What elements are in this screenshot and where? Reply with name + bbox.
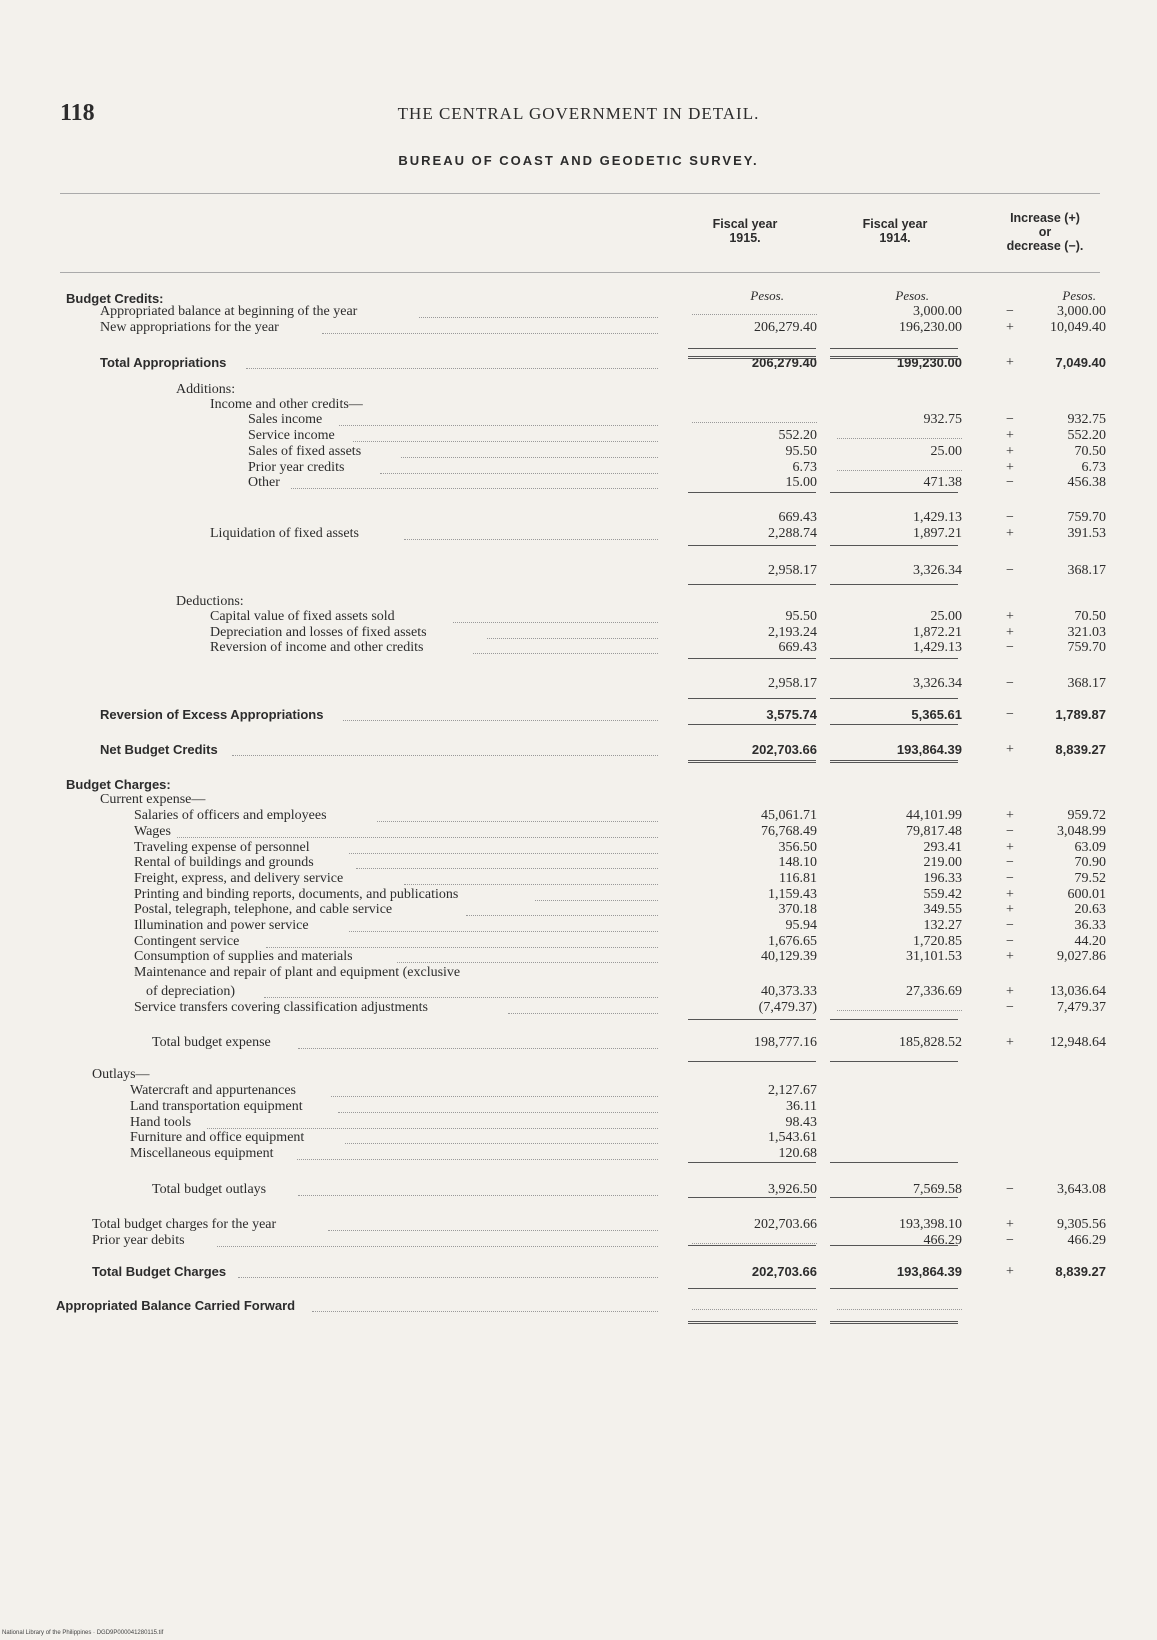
column-header-change-line1: Increase (+): [1010, 211, 1080, 225]
sum-rule: [830, 492, 958, 493]
column-header-1915-line2: 1915.: [729, 231, 761, 245]
change-sign: +: [1006, 984, 1014, 999]
value-1914: 3,326.34: [913, 563, 962, 578]
row-label: Prior year credits: [248, 460, 345, 475]
value-1914: [837, 1298, 962, 1314]
row-label: Budget Credits:: [66, 291, 164, 306]
value-1914: 25.00: [930, 444, 962, 459]
row-label: Wages: [134, 824, 171, 839]
row-label: Liquidation of fixed assets: [210, 526, 359, 541]
column-header-1914-line1: Fiscal year: [862, 217, 928, 231]
change-sign: +: [1006, 460, 1014, 475]
table-row: [0, 640, 1157, 656]
sum-rule: [830, 698, 958, 699]
table-row: [0, 1182, 1157, 1198]
value-change: 6.73: [1081, 460, 1106, 475]
sum-rule: [830, 1245, 958, 1246]
blank-leader: [692, 412, 817, 423]
leader-dots: [331, 1080, 658, 1097]
value-1914: 7,569.58: [913, 1182, 962, 1197]
value-change: 13,036.64: [1050, 984, 1106, 999]
value-1914: [837, 1000, 962, 1016]
value-1914: 199,230.00: [896, 355, 962, 370]
leader-dots: [339, 409, 658, 426]
table-row: [0, 707, 1157, 723]
leader-dots: [377, 805, 658, 822]
leader-dots: [508, 997, 658, 1014]
change-sign: +: [1006, 428, 1014, 443]
change-sign: −: [1006, 412, 1014, 427]
unit-change: Pesos.: [1062, 288, 1096, 303]
value-1914: 196,230.00: [899, 320, 962, 335]
value-change: 9,027.86: [1057, 949, 1106, 964]
sum-rule: [688, 1162, 816, 1163]
sum-rule: [688, 1061, 816, 1062]
leader-dots: [453, 606, 658, 623]
table-row: [0, 965, 1157, 981]
sum-rule: [830, 348, 958, 349]
value-1914: 471.38: [923, 475, 962, 490]
value-change: 70.50: [1074, 609, 1106, 624]
leader-dots: [466, 899, 658, 916]
sum-rule: [688, 1288, 816, 1289]
value-1915: 98.43: [785, 1115, 817, 1130]
change-sign: +: [1006, 1264, 1014, 1279]
value-1914: 932.75: [923, 412, 962, 427]
row-label: New appropriations for the year: [100, 320, 279, 335]
change-sign: +: [1006, 949, 1014, 964]
table-row: [0, 777, 1157, 793]
value-1914: 79,817.48: [906, 824, 962, 839]
sum-rule: [830, 584, 958, 585]
value-1914: 27,336.69: [906, 984, 962, 999]
value-1915: 95.50: [785, 444, 817, 459]
value-change: 932.75: [1067, 412, 1106, 427]
leader-dots: [291, 472, 659, 489]
leader-dots: [217, 1230, 658, 1247]
value-1915: 15.00: [785, 475, 817, 490]
value-1915: 76,768.49: [761, 824, 817, 839]
double-rule: [688, 356, 816, 359]
sum-rule: [688, 492, 816, 493]
value-change: 44.20: [1074, 934, 1106, 949]
value-1915: [692, 1298, 817, 1314]
value-1915: 356.50: [778, 840, 817, 855]
change-sign: +: [1006, 742, 1014, 757]
value-change: 3,643.08: [1057, 1182, 1106, 1197]
leader-dots: [349, 915, 658, 932]
value-change: 600.01: [1067, 887, 1106, 902]
row-label: Total budget expense: [152, 1035, 271, 1050]
value-1914: 3,326.34: [913, 676, 962, 691]
leader-dots: [353, 425, 658, 442]
double-rule: [688, 760, 816, 763]
value-1914: 349.55: [923, 902, 962, 917]
row-label: Traveling expense of personnel: [134, 840, 310, 855]
footer-credit: National Library of the Philippines · DGD9P000041280115.tif: [2, 1630, 164, 1636]
value-change: 552.20: [1067, 428, 1106, 443]
value-1914: [837, 428, 962, 444]
value-1914: 3,000.00: [913, 304, 962, 319]
running-head: THE CENTRAL GOVERNMENT IN DETAIL.: [397, 104, 760, 123]
table-row: [0, 563, 1157, 579]
column-header-1915-line1: Fiscal year: [712, 217, 778, 231]
value-1914: 1,429.13: [913, 510, 962, 525]
value-change: 368.17: [1067, 676, 1106, 691]
value-1915: 370.18: [778, 902, 817, 917]
row-label: Service transfers covering classification adjustments: [134, 1000, 428, 1015]
row-label: Land transportation equipment: [130, 1099, 303, 1114]
leader-dots: [328, 1214, 658, 1231]
value-change: 10,049.40: [1050, 320, 1106, 335]
column-header-change-line2: or: [1038, 225, 1052, 239]
leader-dots: [473, 637, 658, 654]
sum-rule: [688, 348, 816, 349]
table-row: [0, 742, 1157, 758]
sum-rule: [830, 545, 958, 546]
value-change: 70.90: [1074, 855, 1106, 870]
leader-dots: [264, 981, 658, 998]
value-1915: 202,703.66: [754, 1217, 817, 1232]
change-sign: −: [1006, 304, 1014, 319]
value-1914: 1,720.85: [913, 934, 962, 949]
table-row: [0, 1000, 1157, 1016]
leader-dots: [338, 1096, 658, 1113]
value-1915: 1,676.65: [768, 934, 817, 949]
row-label: Other: [248, 475, 280, 490]
leader-dots: [343, 704, 658, 721]
change-sign: +: [1006, 1217, 1014, 1232]
change-sign: −: [1006, 871, 1014, 886]
value-1915: 40,373.33: [761, 984, 817, 999]
change-sign: −: [1006, 855, 1014, 870]
change-sign: −: [1006, 707, 1014, 722]
value-1915: 669.43: [778, 510, 817, 525]
value-1915: 36.11: [786, 1099, 817, 1114]
value-change: 20.63: [1074, 902, 1106, 917]
row-label: Freight, express, and delivery service: [134, 871, 344, 886]
value-1915: 669.43: [778, 640, 817, 655]
sum-rule: [830, 1162, 958, 1163]
row-label: Total budget charges for the year: [92, 1217, 277, 1232]
table-row: [0, 355, 1157, 371]
column-header-1914-line2: 1914.: [879, 231, 911, 245]
value-1915: 206,279.40: [751, 355, 817, 370]
sum-rule: [830, 1197, 958, 1198]
change-sign: −: [1006, 934, 1014, 949]
value-1915: 552.20: [778, 428, 817, 443]
leader-dots: [401, 441, 658, 458]
blank-leader: [692, 1233, 817, 1244]
sum-rule: [688, 698, 816, 699]
double-rule: [830, 1321, 958, 1324]
value-1914: 293.41: [923, 840, 962, 855]
value-1915: [692, 1233, 817, 1249]
row-label: Depreciation and losses of fixed assets: [210, 625, 427, 640]
sum-rule: [830, 724, 958, 725]
sum-rule: [688, 724, 816, 725]
row-label: Watercraft and appurtenances: [130, 1083, 296, 1098]
table-row: [0, 320, 1157, 336]
column-header-1915: [675, 217, 815, 245]
value-1915: 1,543.61: [768, 1130, 817, 1145]
row-label: Printing and binding reports, documents, and publications: [134, 887, 459, 902]
value-1915: 3,926.50: [768, 1182, 817, 1197]
change-sign: −: [1006, 1000, 1014, 1015]
double-rule: [688, 1321, 816, 1324]
leader-dots: [312, 1295, 658, 1312]
leader-dots: [298, 1179, 658, 1196]
sum-rule: [688, 1019, 816, 1020]
row-label: Reversion of income and other credits: [210, 640, 424, 655]
row-label: Income and other credits—: [210, 397, 363, 412]
value-1914: [837, 460, 962, 476]
row-label: Current expense—: [100, 792, 206, 807]
head-rule: [60, 272, 1100, 273]
change-sign: +: [1006, 840, 1014, 855]
row-label: Deductions:: [176, 594, 244, 609]
table-row: [0, 1264, 1157, 1280]
sum-rule: [830, 1288, 958, 1289]
value-change: 36.33: [1074, 918, 1106, 933]
change-sign: +: [1006, 355, 1014, 370]
value-1914: 185,828.52: [899, 1035, 962, 1050]
table-row: [0, 1233, 1157, 1249]
value-change: 1,789.87: [1055, 707, 1106, 722]
row-label: Hand tools: [130, 1115, 192, 1130]
row-label: Sales of fixed assets: [248, 444, 362, 459]
value-1915: 148.10: [778, 855, 817, 870]
sum-rule: [830, 658, 958, 659]
bureau-title: BUREAU OF COAST AND GEODETIC SURVEY.: [398, 153, 759, 168]
value-change: 368.17: [1067, 563, 1106, 578]
double-rule: [830, 760, 958, 763]
row-label: Maintenance and repair of plant and equipment (exclusive: [134, 965, 461, 980]
value-1914: 44,101.99: [906, 808, 962, 823]
row-label: Additions:: [176, 382, 236, 397]
value-change: 9,305.56: [1057, 1217, 1106, 1232]
value-1915: 2,127.67: [768, 1083, 817, 1098]
leader-dots: [404, 868, 658, 885]
row-label: Capital value of fixed assets sold: [210, 609, 395, 624]
value-1915: 45,061.71: [761, 808, 817, 823]
change-sign: −: [1006, 676, 1014, 691]
sum-rule: [688, 545, 816, 546]
change-sign: +: [1006, 902, 1014, 917]
double-rule: [830, 356, 958, 359]
table-row: [0, 1035, 1157, 1051]
value-1914: 1,897.21: [913, 526, 962, 541]
blank-leader: [837, 428, 962, 439]
blank-leader: [837, 460, 962, 471]
table-row: [0, 382, 1157, 398]
value-1914: 25.00: [930, 609, 962, 624]
value-1915: 2,958.17: [768, 676, 817, 691]
value-change: 8,839.27: [1055, 742, 1106, 757]
table-row: [0, 676, 1157, 692]
row-label: Service income: [248, 428, 335, 443]
leader-dots: [397, 946, 658, 963]
value-change: 79.52: [1074, 871, 1106, 886]
value-change: 12,948.64: [1050, 1035, 1106, 1050]
row-label: Appropriated balance at beginning of the year: [100, 304, 358, 319]
value-1915: (7,479.37): [758, 1000, 817, 1015]
row-label: of depreciation): [146, 984, 236, 999]
page-number: 118: [60, 100, 95, 126]
row-label: Illumination and power service: [134, 918, 309, 933]
change-sign: −: [1006, 1182, 1014, 1197]
value-1914: 5,365.61: [911, 707, 962, 722]
value-1915: 40,129.39: [761, 949, 817, 964]
row-label: Appropriated Balance Carried Forward: [56, 1298, 296, 1313]
row-label: Sales income: [248, 412, 323, 427]
change-sign: −: [1006, 640, 1014, 655]
row-label: Total Budget Charges: [92, 1264, 227, 1279]
value-1915: 1,159.43: [768, 887, 817, 902]
change-sign: −: [1006, 918, 1014, 933]
sum-rule: [688, 584, 816, 585]
row-label: Miscellaneous equipment: [130, 1146, 274, 1161]
change-sign: −: [1006, 1233, 1014, 1248]
value-1915: [692, 304, 817, 320]
value-change: 7,049.40: [1055, 355, 1106, 370]
value-1915: [692, 412, 817, 428]
value-change: 8,839.27: [1055, 1264, 1106, 1279]
value-1914: 559.42: [923, 887, 962, 902]
value-1915: 116.81: [779, 871, 817, 886]
leader-dots: [356, 852, 658, 869]
value-1915: 95.50: [785, 609, 817, 624]
value-1915: 2,288.74: [768, 526, 817, 541]
value-1915: 95.94: [785, 918, 817, 933]
change-sign: +: [1006, 320, 1014, 335]
column-header-change-line3: decrease (−).: [1006, 239, 1084, 253]
value-1915: 206,279.40: [754, 320, 817, 335]
leader-dots: [298, 1032, 658, 1049]
change-sign: −: [1006, 475, 1014, 490]
blank-leader: [692, 1299, 817, 1310]
change-sign: −: [1006, 824, 1014, 839]
top-rule: [60, 193, 1100, 194]
value-change: 3,000.00: [1057, 304, 1106, 319]
column-header-1914: [825, 217, 965, 245]
value-1914: 193,864.39: [896, 1264, 962, 1279]
value-1914: 219.00: [923, 855, 962, 870]
change-sign: +: [1006, 1035, 1014, 1050]
leader-dots: [238, 1261, 658, 1278]
blank-leader: [837, 1000, 962, 1011]
blank-leader: [837, 1299, 962, 1310]
value-change: 70.50: [1074, 444, 1106, 459]
value-change: 3,048.99: [1057, 824, 1106, 839]
row-label: Reversion of Excess Appropriations: [100, 707, 324, 722]
blank-leader: [692, 304, 817, 315]
row-label: Net Budget Credits: [100, 742, 218, 757]
sum-rule: [830, 1019, 958, 1020]
row-label: Postal, telegraph, telephone, and cable service: [134, 902, 393, 917]
change-sign: +: [1006, 609, 1014, 624]
sum-rule: [830, 1061, 958, 1062]
row-label: Consumption of supplies and materials: [134, 949, 353, 964]
column-header-change: [975, 211, 1115, 253]
sum-rule: [688, 658, 816, 659]
table-row: [0, 526, 1157, 542]
value-change: 63.09: [1074, 840, 1106, 855]
value-change: 391.53: [1067, 526, 1106, 541]
row-label: Prior year debits: [92, 1233, 185, 1248]
table-row: [0, 1298, 1157, 1314]
change-sign: +: [1006, 526, 1014, 541]
leader-dots: [297, 1143, 658, 1160]
sum-rule: [688, 1245, 816, 1246]
table-row: [0, 475, 1157, 491]
sum-rule: [688, 1197, 816, 1198]
leader-dots: [246, 352, 658, 369]
value-1914: 193,864.39: [896, 742, 962, 757]
row-label: Salaries of officers and employees: [134, 808, 327, 823]
table-row: [0, 1146, 1157, 1162]
value-1915: 120.68: [778, 1146, 817, 1161]
change-sign: −: [1006, 510, 1014, 525]
value-1914: 196.33: [923, 871, 962, 886]
row-label: Furniture and office equipment: [130, 1130, 305, 1145]
change-sign: +: [1006, 444, 1014, 459]
value-1914: 466.29: [923, 1233, 962, 1248]
value-change: 959.72: [1067, 808, 1106, 823]
row-label: Outlays—: [92, 1067, 150, 1082]
leader-dots: [345, 1127, 658, 1144]
value-change: 759.70: [1067, 510, 1106, 525]
unit-1914: Pesos.: [895, 288, 929, 303]
value-1915: 2,193.24: [768, 625, 817, 640]
table-row: [0, 949, 1157, 965]
leader-dots: [177, 821, 659, 838]
value-1915: 198,777.16: [754, 1035, 817, 1050]
value-change: 456.38: [1067, 475, 1106, 490]
value-1915: 3,575.74: [766, 707, 817, 722]
value-1914: 132.27: [923, 918, 962, 933]
change-sign: +: [1006, 808, 1014, 823]
row-label: Contingent service: [134, 934, 240, 949]
value-change: 7,479.37: [1057, 1000, 1106, 1015]
value-1915: 202,703.66: [751, 742, 817, 757]
value-change: 466.29: [1067, 1233, 1106, 1248]
leader-dots: [322, 317, 658, 334]
row-label: Total Appropriations: [100, 355, 227, 370]
leader-dots: [404, 523, 658, 540]
value-1914: 31,101.53: [906, 949, 962, 964]
change-sign: −: [1006, 563, 1014, 578]
value-1914: 1,872.21: [913, 625, 962, 640]
value-1915: 202,703.66: [751, 1264, 817, 1279]
value-1914: 193,398.10: [899, 1217, 962, 1232]
leader-dots: [232, 739, 658, 756]
row-label: Total budget outlays: [152, 1182, 267, 1197]
value-1915: 2,958.17: [768, 563, 817, 578]
row-label: Budget Charges:: [66, 777, 171, 792]
unit-1915: Pesos.: [750, 288, 784, 303]
row-label: Rental of buildings and grounds: [134, 855, 314, 870]
value-1915: 6.73: [792, 460, 817, 475]
change-sign: +: [1006, 625, 1014, 640]
value-1914: 1,429.13: [913, 640, 962, 655]
value-change: 321.03: [1067, 625, 1106, 640]
change-sign: +: [1006, 887, 1014, 902]
leader-dots: [419, 301, 659, 318]
value-change: 759.70: [1067, 640, 1106, 655]
